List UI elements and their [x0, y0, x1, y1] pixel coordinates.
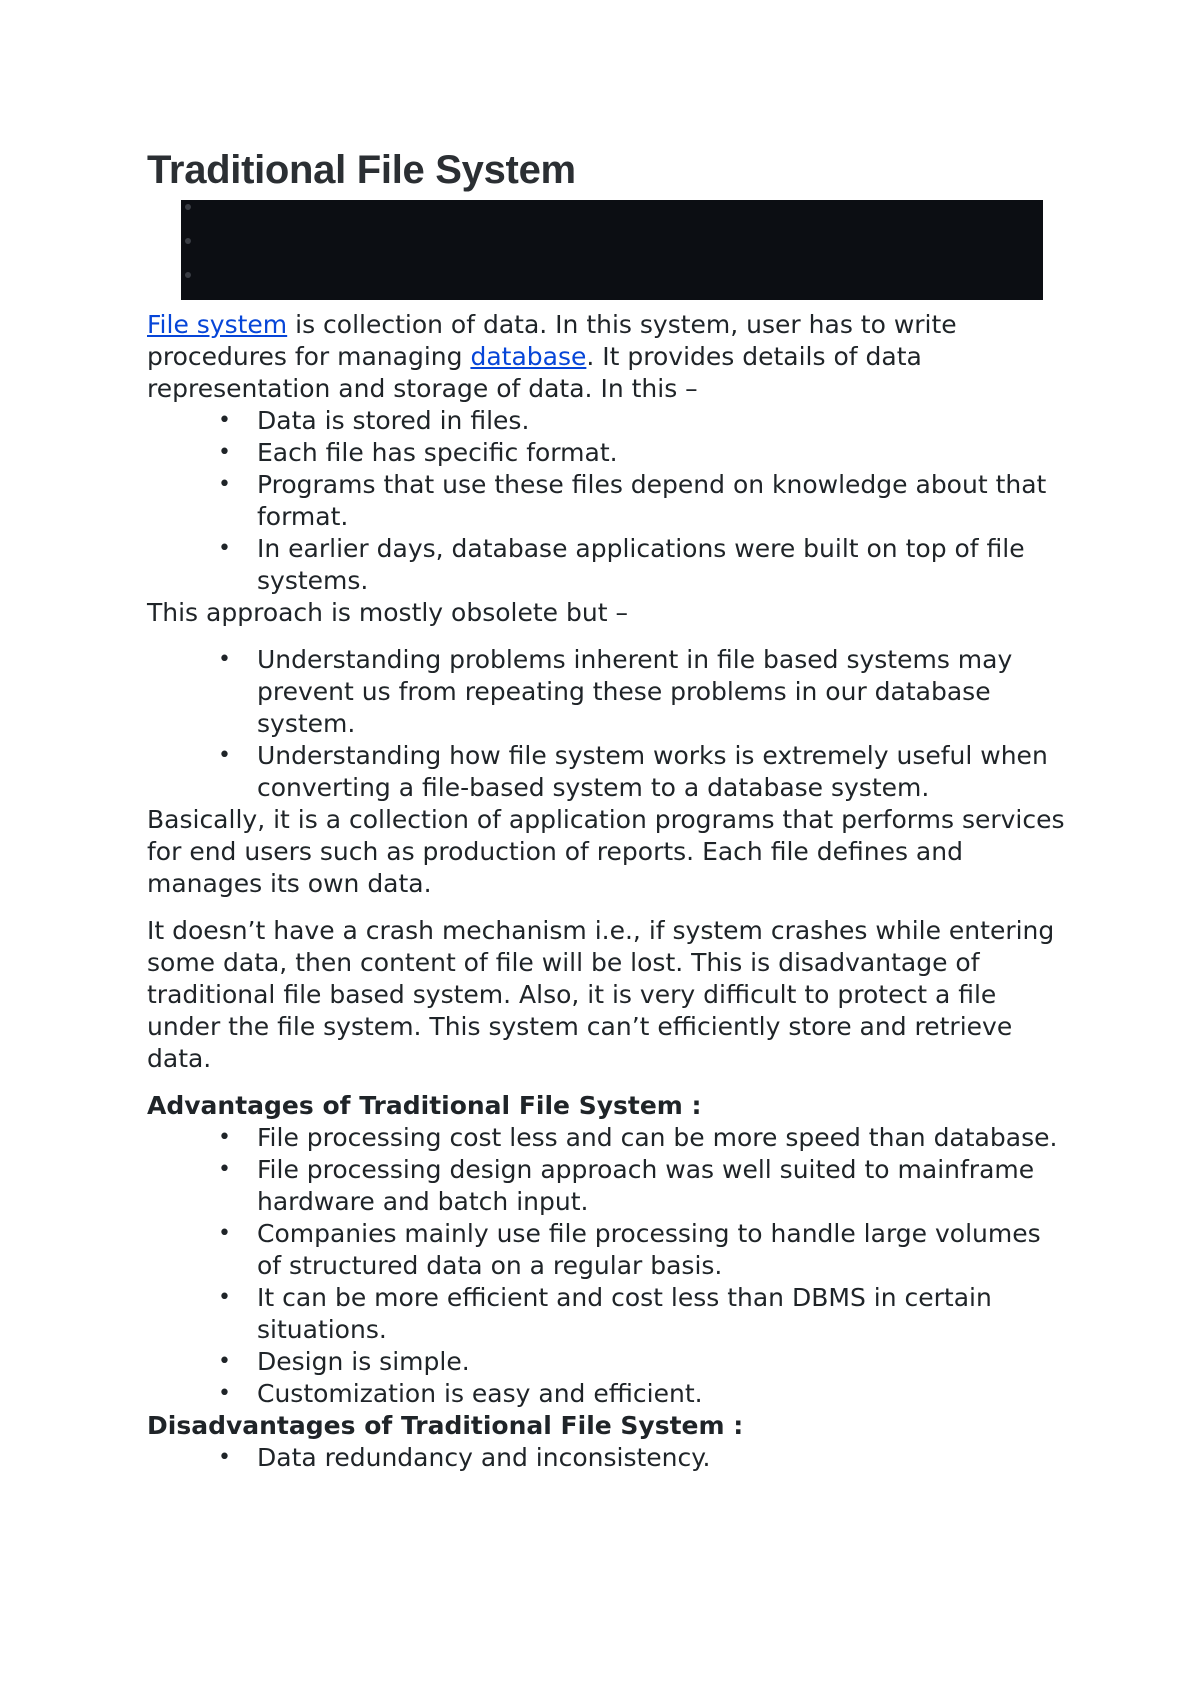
intro-text-1: is collection of data. In this system, user has to write procedures for managing [147, 310, 957, 371]
bullet-dot [185, 238, 191, 244]
spacer [147, 1075, 1067, 1090]
redacted-block [181, 200, 1043, 300]
intro-paragraph [147, 309, 1067, 405]
list-item: • Programs that use these files depend on knowledge about that format. [147, 469, 1067, 533]
file-system-link[interactable]: File system [147, 310, 288, 339]
list-item: • Customization is easy and efficient. [147, 1378, 1067, 1410]
list-item: • Each file has specific format. [147, 437, 1067, 469]
spacer [147, 629, 1067, 644]
bullet-dot [185, 272, 191, 278]
list-item: • File processing cost less and can be more speed than database. [147, 1122, 1067, 1154]
list-item: • Companies mainly use file processing to handle large volumes of structured data on a regular basis. [147, 1218, 1067, 1282]
intro-text-2: . It provides details of data representation and storage of data. In this – [147, 342, 922, 403]
document-body [147, 309, 1067, 1474]
file-facts-list [147, 405, 1067, 597]
disadvantages-list [147, 1442, 1067, 1474]
list-item: • Data redundancy and inconsistency. [147, 1442, 1067, 1474]
disadvantages-heading: Disadvantages of Traditional File System : [147, 1411, 744, 1440]
list-item: • Data is stored in files. [147, 405, 1067, 437]
list-item: • It can be more efficient and cost less than DBMS in certain situations. [147, 1282, 1067, 1346]
page-title: Traditional File System [147, 148, 576, 192]
obsolete-paragraph: This approach is mostly obsolete but – [147, 598, 628, 627]
list-item: • File processing design approach was well suited to mainframe hardware and batch input. [147, 1154, 1067, 1218]
reasons-list [147, 644, 1067, 804]
spacer [147, 900, 1067, 915]
bullet-dot [185, 204, 191, 210]
list-item: • In earlier days, database applications were built on top of file systems. [147, 533, 1067, 597]
list-item: • Understanding how file system works is extremely useful when converting a file-based system to a database system. [147, 740, 1067, 804]
basically-paragraph: Basically, it is a collection of application programs that performs services for end users such as production of reports. Each file defines and manages its own data. [147, 805, 1065, 898]
database-link[interactable]: database [470, 342, 587, 371]
crash-paragraph: It doesn’t have a crash mechanism i.e., if system crashes while entering some data, then content of file will be lost. This is disadvantage of traditional file based system. Also, it is very difficult to protect a file under the file system. This system can’t efficiently store and retrieve data. [147, 916, 1055, 1073]
list-item: • Understanding problems inherent in file based systems may prevent us from repeating these problems in our database system. [147, 644, 1067, 740]
list-item: • Design is simple. [147, 1346, 1067, 1378]
advantages-heading: Advantages of Traditional File System : [147, 1091, 702, 1120]
advantages-list [147, 1122, 1067, 1410]
